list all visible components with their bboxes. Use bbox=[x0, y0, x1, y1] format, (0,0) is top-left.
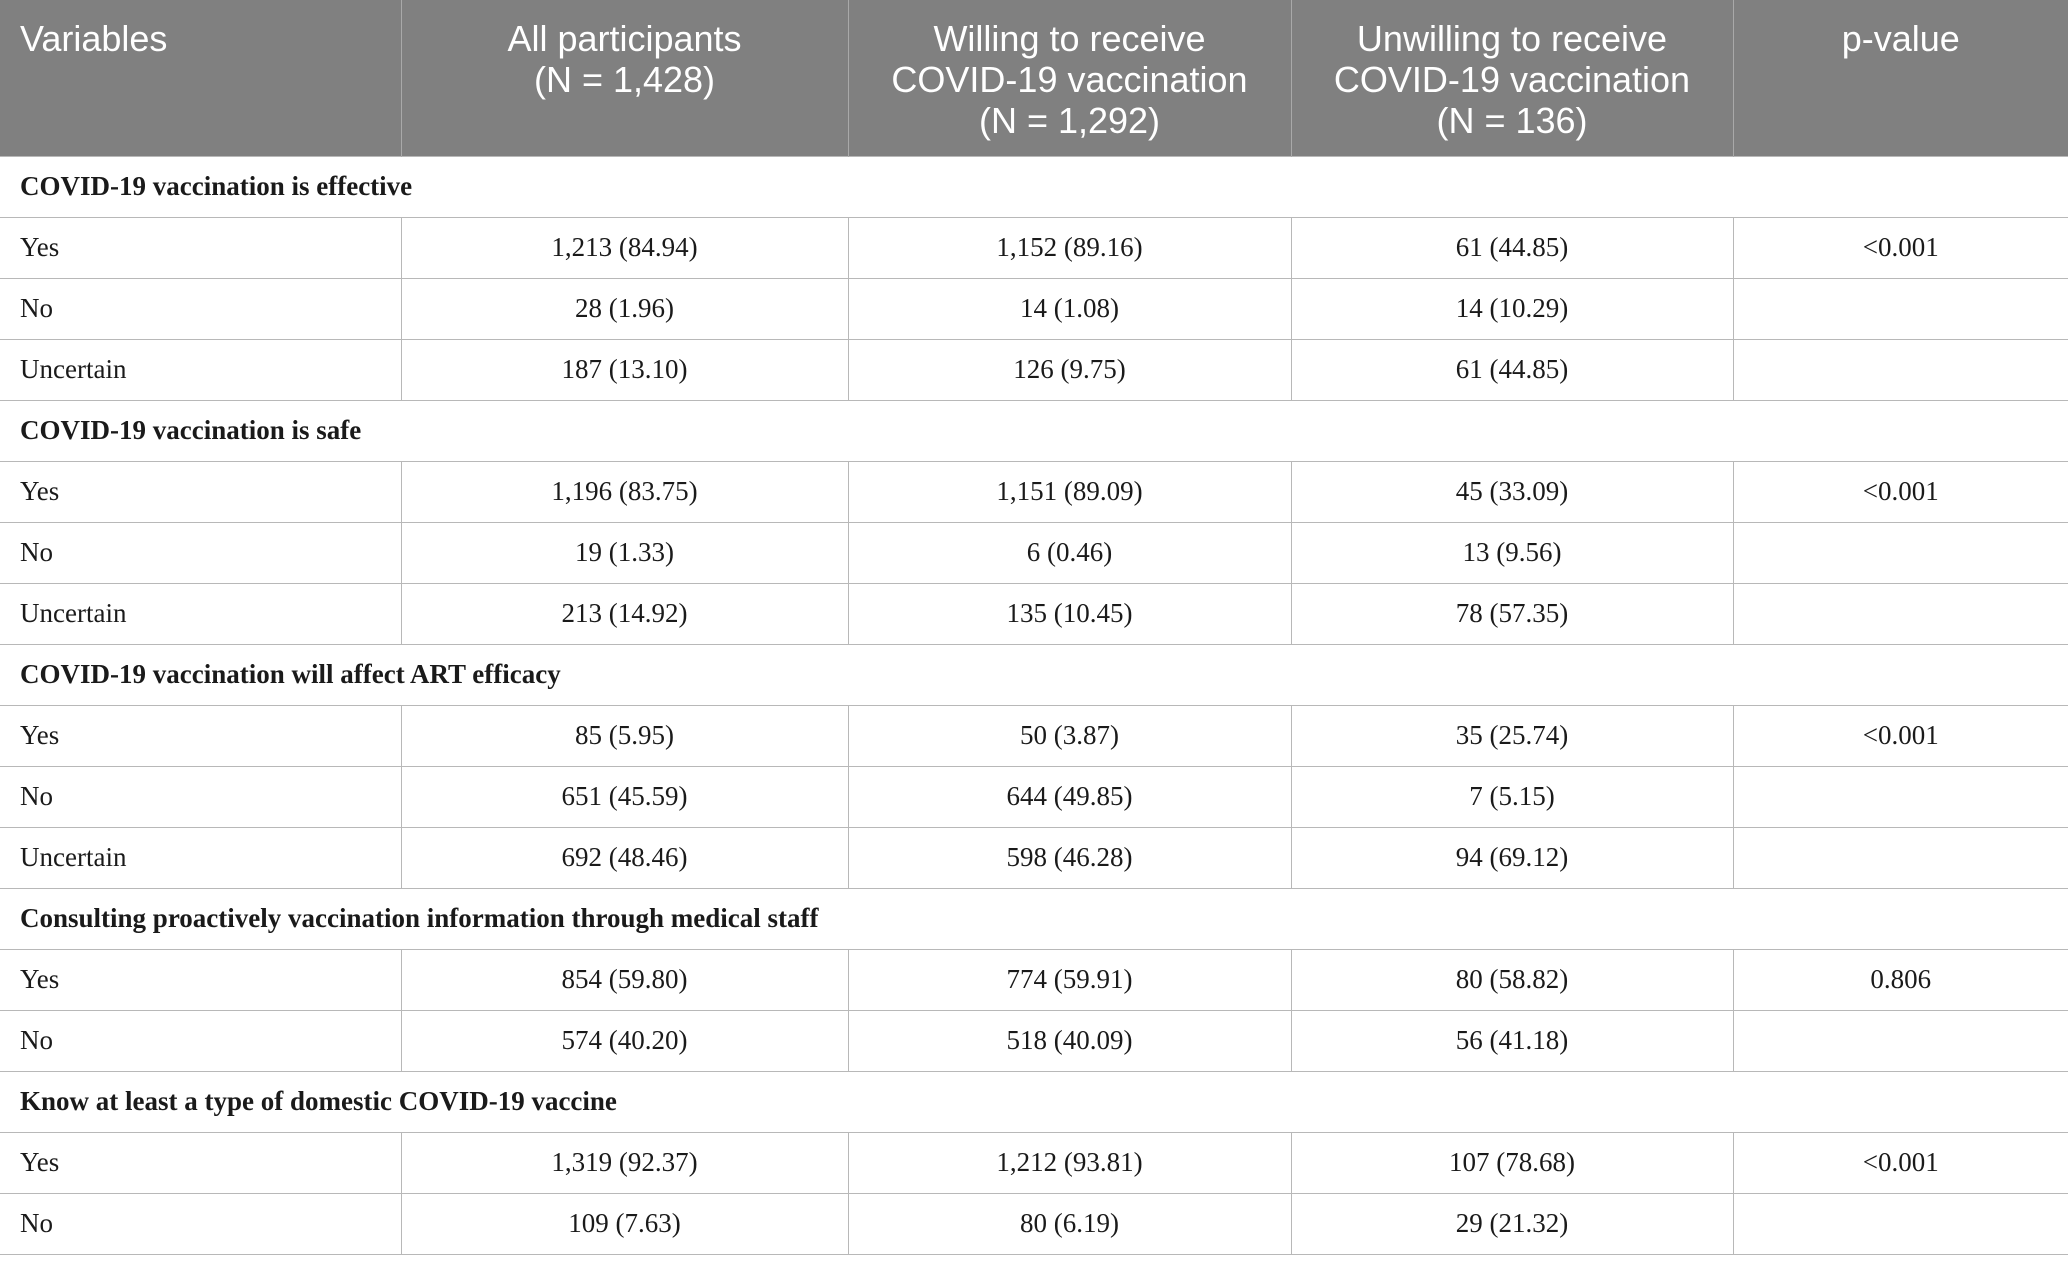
section-title: COVID-19 vaccination will affect ART efficacy bbox=[0, 644, 2068, 705]
cell-willing: 14 (1.08) bbox=[848, 278, 1291, 339]
cell-unwilling: 35 (25.74) bbox=[1291, 705, 1733, 766]
cell-all-participants: 854 (59.80) bbox=[401, 949, 848, 1010]
cell-willing: 50 (3.87) bbox=[848, 705, 1291, 766]
row-label: No bbox=[0, 1193, 401, 1254]
table-row bbox=[0, 1193, 2068, 1254]
cell-unwilling: 80 (58.82) bbox=[1291, 949, 1733, 1010]
header-p-value: p-value bbox=[1733, 0, 2068, 156]
section-title: Know at least a type of domestic COVID-19 vaccine bbox=[0, 1071, 2068, 1132]
row-label: Uncertain bbox=[0, 827, 401, 888]
table-row bbox=[0, 766, 2068, 827]
cell-unwilling: 107 (78.68) bbox=[1291, 1132, 1733, 1193]
cell-willing: 1,152 (89.16) bbox=[848, 217, 1291, 278]
row-label: Yes bbox=[0, 1132, 401, 1193]
cell-unwilling: 45 (33.09) bbox=[1291, 461, 1733, 522]
section-row bbox=[0, 888, 2068, 949]
cell-p-value bbox=[1733, 766, 2068, 827]
cell-p-value bbox=[1733, 1193, 2068, 1254]
cell-willing: 644 (49.85) bbox=[848, 766, 1291, 827]
header-variables: Variables bbox=[0, 0, 401, 156]
row-label: Uncertain bbox=[0, 583, 401, 644]
row-label: No bbox=[0, 766, 401, 827]
cell-all-participants: 19 (1.33) bbox=[401, 522, 848, 583]
table-header bbox=[0, 0, 2068, 156]
cell-unwilling: 61 (44.85) bbox=[1291, 217, 1733, 278]
cell-all-participants: 651 (45.59) bbox=[401, 766, 848, 827]
table-row bbox=[0, 1010, 2068, 1071]
section-title: Consulting proactively vaccination information through medical staff bbox=[0, 888, 2068, 949]
section-row bbox=[0, 1071, 2068, 1132]
cell-all-participants: 1,196 (83.75) bbox=[401, 461, 848, 522]
section-title: COVID-19 vaccination is safe bbox=[0, 400, 2068, 461]
row-label: No bbox=[0, 1010, 401, 1071]
cell-unwilling: 56 (41.18) bbox=[1291, 1010, 1733, 1071]
cell-unwilling: 29 (21.32) bbox=[1291, 1193, 1733, 1254]
section-row bbox=[0, 400, 2068, 461]
cell-p-value bbox=[1733, 1010, 2068, 1071]
table-row bbox=[0, 949, 2068, 1010]
table-row bbox=[0, 1132, 2068, 1193]
cell-willing: 135 (10.45) bbox=[848, 583, 1291, 644]
cell-willing: 774 (59.91) bbox=[848, 949, 1291, 1010]
row-label: No bbox=[0, 278, 401, 339]
row-label: Uncertain bbox=[0, 339, 401, 400]
cell-all-participants: 28 (1.96) bbox=[401, 278, 848, 339]
cell-willing: 598 (46.28) bbox=[848, 827, 1291, 888]
cell-all-participants: 213 (14.92) bbox=[401, 583, 848, 644]
cell-all-participants: 187 (13.10) bbox=[401, 339, 848, 400]
cell-all-participants: 1,319 (92.37) bbox=[401, 1132, 848, 1193]
table-body bbox=[0, 156, 2068, 1254]
row-label: No bbox=[0, 522, 401, 583]
cell-p-value: 0.806 bbox=[1733, 949, 2068, 1010]
section-row bbox=[0, 156, 2068, 217]
table-row bbox=[0, 278, 2068, 339]
cell-willing: 1,212 (93.81) bbox=[848, 1132, 1291, 1193]
cell-willing: 126 (9.75) bbox=[848, 339, 1291, 400]
table-row bbox=[0, 705, 2068, 766]
table-row bbox=[0, 461, 2068, 522]
row-label: Yes bbox=[0, 705, 401, 766]
cell-p-value bbox=[1733, 278, 2068, 339]
table-row bbox=[0, 217, 2068, 278]
cell-p-value: <0.001 bbox=[1733, 217, 2068, 278]
cell-unwilling: 14 (10.29) bbox=[1291, 278, 1733, 339]
header-unwilling: Unwilling to receive COVID-19 vaccination (N = 136) bbox=[1291, 0, 1733, 156]
cell-all-participants: 574 (40.20) bbox=[401, 1010, 848, 1071]
table-row bbox=[0, 522, 2068, 583]
cell-p-value bbox=[1733, 339, 2068, 400]
cell-all-participants: 1,213 (84.94) bbox=[401, 217, 848, 278]
cell-unwilling: 94 (69.12) bbox=[1291, 827, 1733, 888]
cell-willing: 6 (0.46) bbox=[848, 522, 1291, 583]
cell-p-value bbox=[1733, 583, 2068, 644]
cell-p-value bbox=[1733, 522, 2068, 583]
cell-unwilling: 78 (57.35) bbox=[1291, 583, 1733, 644]
table-row bbox=[0, 583, 2068, 644]
header-willing: Willing to receive COVID-19 vaccination (N = 1,292) bbox=[848, 0, 1291, 156]
table-row bbox=[0, 339, 2068, 400]
row-label: Yes bbox=[0, 949, 401, 1010]
section-row bbox=[0, 644, 2068, 705]
row-label: Yes bbox=[0, 217, 401, 278]
cell-unwilling: 7 (5.15) bbox=[1291, 766, 1733, 827]
section-title: COVID-19 vaccination is effective bbox=[0, 156, 2068, 217]
cell-p-value: <0.001 bbox=[1733, 461, 2068, 522]
cell-all-participants: 109 (7.63) bbox=[401, 1193, 848, 1254]
row-label: Yes bbox=[0, 461, 401, 522]
cell-all-participants: 85 (5.95) bbox=[401, 705, 848, 766]
cell-willing: 80 (6.19) bbox=[848, 1193, 1291, 1254]
cell-unwilling: 13 (9.56) bbox=[1291, 522, 1733, 583]
cell-willing: 518 (40.09) bbox=[848, 1010, 1291, 1071]
cell-p-value: <0.001 bbox=[1733, 705, 2068, 766]
header-all-participants: All participants (N = 1,428) bbox=[401, 0, 848, 156]
cell-unwilling: 61 (44.85) bbox=[1291, 339, 1733, 400]
cell-all-participants: 692 (48.46) bbox=[401, 827, 848, 888]
cell-p-value bbox=[1733, 827, 2068, 888]
cell-willing: 1,151 (89.09) bbox=[848, 461, 1291, 522]
table-row bbox=[0, 827, 2068, 888]
cell-p-value: <0.001 bbox=[1733, 1132, 2068, 1193]
header-row bbox=[0, 0, 2068, 156]
